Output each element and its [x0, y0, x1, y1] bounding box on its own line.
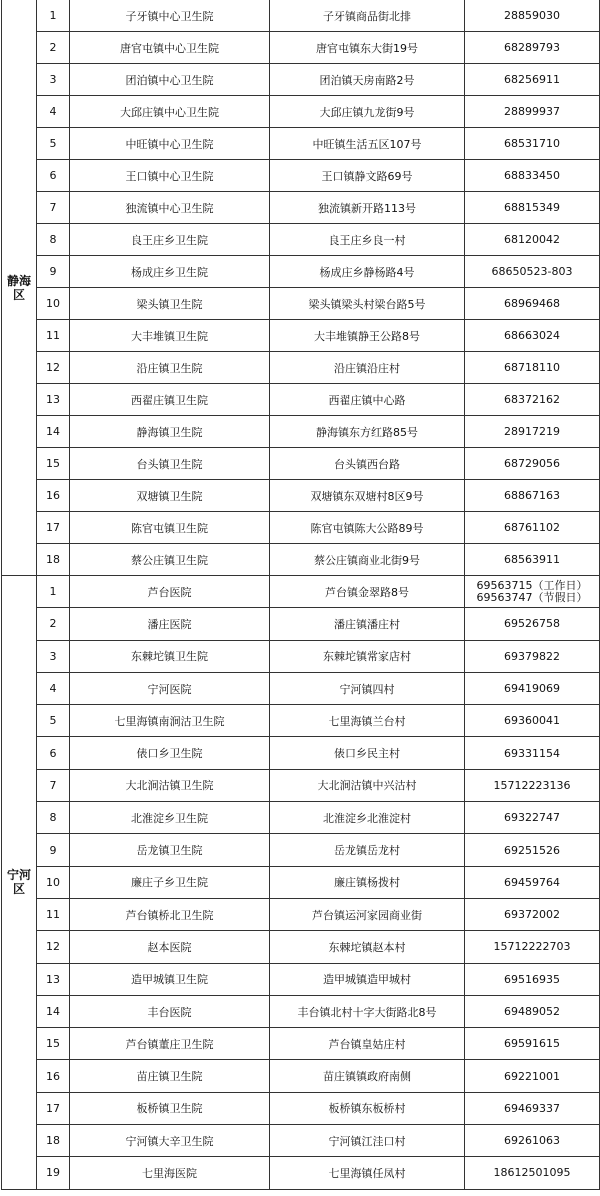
phone-cell: 68718110 [465, 352, 600, 384]
table-row [2, 544, 600, 576]
phone-cell: 69372002 [465, 898, 600, 930]
name-cell: 丰台医院 [70, 995, 270, 1027]
name-cell: 七里海医院 [70, 1157, 270, 1189]
table-row [2, 834, 600, 866]
name-cell: 芦台医院 [70, 576, 270, 608]
table-row [2, 963, 600, 995]
phone-cell: 28859030 [465, 0, 600, 32]
phone-cell: 69469337 [465, 1092, 600, 1124]
phone-cell: 69322747 [465, 802, 600, 834]
no-cell: 11 [37, 320, 70, 352]
name-cell: 中旺镇中心卫生院 [70, 128, 270, 160]
name-cell: 大北涧沽镇卫生院 [70, 769, 270, 801]
phone-cell: 69261063 [465, 1125, 600, 1157]
phone-cell: 69360041 [465, 705, 600, 737]
name-cell: 大丰堆镇卫生院 [70, 320, 270, 352]
no-cell: 5 [37, 128, 70, 160]
name-cell: 沿庄镇卫生院 [70, 352, 270, 384]
address-cell: 丰台镇北村十字大街路北8号 [270, 995, 465, 1027]
name-cell: 独流镇中心卫生院 [70, 192, 270, 224]
address-cell: 杨成庄乡静杨路4号 [270, 256, 465, 288]
clinic-table-body [2, 0, 600, 1189]
name-cell: 岳龙镇卫生院 [70, 834, 270, 866]
phone-cell: 69591615 [465, 1028, 600, 1060]
address-cell: 宁河镇江洼口村 [270, 1125, 465, 1157]
phone-cell: 68663024 [465, 320, 600, 352]
phone-cell: 15712223136 [465, 769, 600, 801]
name-cell: 宁河镇大辛卫生院 [70, 1125, 270, 1157]
address-cell: 俵口乡民主村 [270, 737, 465, 769]
no-cell: 14 [37, 995, 70, 1027]
table-row [2, 96, 600, 128]
phone-cell: 68867163 [465, 480, 600, 512]
phone-cell: 68563911 [465, 544, 600, 576]
address-cell: 东棘坨镇赵本村 [270, 931, 465, 963]
no-cell: 3 [37, 640, 70, 672]
table-row [2, 352, 600, 384]
phone-cell: 68833450 [465, 160, 600, 192]
no-cell: 4 [37, 672, 70, 704]
name-cell: 潘庄医院 [70, 608, 270, 640]
address-cell: 静海镇东方红路85号 [270, 416, 465, 448]
no-cell: 5 [37, 705, 70, 737]
address-cell: 良王庄乡良一村 [270, 224, 465, 256]
table-row [2, 480, 600, 512]
name-cell: 芦台镇董庄卫生院 [70, 1028, 270, 1060]
address-cell: 西翟庄镇中心路 [270, 384, 465, 416]
name-cell: 王口镇中心卫生院 [70, 160, 270, 192]
address-cell: 七里海镇兰台村 [270, 705, 465, 737]
table-row [2, 256, 600, 288]
table-row [2, 1125, 600, 1157]
name-cell: 造甲城镇卫生院 [70, 963, 270, 995]
address-cell: 芦台镇皇姑庄村 [270, 1028, 465, 1060]
no-cell: 12 [37, 352, 70, 384]
phone-cell: 68761102 [465, 512, 600, 544]
table-row [2, 320, 600, 352]
table-row [2, 898, 600, 930]
name-cell: 陈官屯镇卫生院 [70, 512, 270, 544]
name-cell: 子牙镇中心卫生院 [70, 0, 270, 32]
table-row [2, 769, 600, 801]
clinic-table [1, 0, 600, 1190]
address-cell: 王口镇静文路69号 [270, 160, 465, 192]
phone-cell: 68969468 [465, 288, 600, 320]
no-cell: 11 [37, 898, 70, 930]
no-cell: 6 [37, 160, 70, 192]
table-row [2, 672, 600, 704]
name-cell: 苗庄镇卫生院 [70, 1060, 270, 1092]
address-cell: 苗庄镇镇政府南侧 [270, 1060, 465, 1092]
table-row [2, 640, 600, 672]
no-cell: 1 [37, 576, 70, 608]
table-row [2, 608, 600, 640]
no-cell: 16 [37, 480, 70, 512]
phone-cell: 69489052 [465, 995, 600, 1027]
address-cell: 沿庄镇沿庄村 [270, 352, 465, 384]
address-cell: 陈官屯镇陈大公路89号 [270, 512, 465, 544]
address-cell: 双塘镇东双塘村8区9号 [270, 480, 465, 512]
address-cell: 大丰堆镇静王公路8号 [270, 320, 465, 352]
name-cell: 蔡公庄镇卫生院 [70, 544, 270, 576]
table-row [2, 416, 600, 448]
address-cell: 中旺镇生活五区107号 [270, 128, 465, 160]
no-cell: 13 [37, 384, 70, 416]
table-row [2, 1157, 600, 1189]
phone-cell: 69516935 [465, 963, 600, 995]
no-cell: 19 [37, 1157, 70, 1189]
no-cell: 8 [37, 224, 70, 256]
name-cell: 西翟庄镇卫生院 [70, 384, 270, 416]
address-cell: 宁河镇四村 [270, 672, 465, 704]
phone-line: 69563747（节假日） [476, 590, 588, 604]
phone-cell: 68372162 [465, 384, 600, 416]
name-cell: 廉庄子乡卫生院 [70, 866, 270, 898]
address-cell: 岳龙镇岳龙村 [270, 834, 465, 866]
no-cell: 13 [37, 963, 70, 995]
phone-cell: 69251526 [465, 834, 600, 866]
address-cell: 北淮淀乡北淮淀村 [270, 802, 465, 834]
no-cell: 10 [37, 288, 70, 320]
address-cell: 芦台镇金翠路8号 [270, 576, 465, 608]
name-cell: 团泊镇中心卫生院 [70, 64, 270, 96]
name-cell: 台头镇卫生院 [70, 448, 270, 480]
phone-cell: 69459764 [465, 866, 600, 898]
no-cell: 17 [37, 1092, 70, 1124]
phone-cell: 28917219 [465, 416, 600, 448]
table-row [2, 737, 600, 769]
phone-cell: 69221001 [465, 1060, 600, 1092]
no-cell: 2 [37, 608, 70, 640]
name-cell: 双塘镇卫生院 [70, 480, 270, 512]
name-cell: 板桥镇卫生院 [70, 1092, 270, 1124]
address-cell: 子牙镇商品街北排 [270, 0, 465, 32]
table-row [2, 0, 600, 32]
no-cell: 3 [37, 64, 70, 96]
no-cell: 12 [37, 931, 70, 963]
phone-line: 69563715（工作日） [476, 578, 588, 592]
no-cell: 18 [37, 544, 70, 576]
name-cell: 东棘坨镇卫生院 [70, 640, 270, 672]
no-cell: 4 [37, 96, 70, 128]
address-cell: 廉庄镇杨拨村 [270, 866, 465, 898]
name-cell: 杨成庄乡卫生院 [70, 256, 270, 288]
table-row [2, 128, 600, 160]
table-row [2, 1028, 600, 1060]
no-cell: 16 [37, 1060, 70, 1092]
phone-cell: 18612501095 [465, 1157, 600, 1189]
phone-cell: 68256911 [465, 64, 600, 96]
phone-cell: 68531710 [465, 128, 600, 160]
name-cell: 大邱庄镇中心卫生院 [70, 96, 270, 128]
phone-cell: 68120042 [465, 224, 600, 256]
no-cell: 14 [37, 416, 70, 448]
table-row [2, 512, 600, 544]
phone-cell: 69526758 [465, 608, 600, 640]
no-cell: 2 [37, 32, 70, 64]
no-cell: 7 [37, 769, 70, 801]
address-cell: 蔡公庄镇商业北街9号 [270, 544, 465, 576]
no-cell: 6 [37, 737, 70, 769]
no-cell: 17 [37, 512, 70, 544]
name-cell: 唐官屯镇中心卫生院 [70, 32, 270, 64]
table-row [2, 1060, 600, 1092]
address-cell: 团泊镇天房南路2号 [270, 64, 465, 96]
district-cell: 宁河区 [2, 576, 37, 1190]
address-cell: 板桥镇东板桥村 [270, 1092, 465, 1124]
phone-cell: 69419069 [465, 672, 600, 704]
table-row [2, 931, 600, 963]
address-cell: 台头镇西台路 [270, 448, 465, 480]
no-cell: 15 [37, 1028, 70, 1060]
table-row [2, 224, 600, 256]
address-cell: 大北涧沽镇中兴沽村 [270, 769, 465, 801]
table-row [2, 802, 600, 834]
no-cell: 18 [37, 1125, 70, 1157]
no-cell: 15 [37, 448, 70, 480]
table-row [2, 1092, 600, 1124]
no-cell: 9 [37, 256, 70, 288]
table-row [2, 288, 600, 320]
address-cell: 大邱庄镇九龙街9号 [270, 96, 465, 128]
address-cell: 梁头镇梁头村梁台路5号 [270, 288, 465, 320]
table-row [2, 995, 600, 1027]
phone-cell: 68289793 [465, 32, 600, 64]
phone-cell: 68815349 [465, 192, 600, 224]
name-cell: 七里海镇南涧沽卫生院 [70, 705, 270, 737]
name-cell: 北淮淀乡卫生院 [70, 802, 270, 834]
phone-cell: 69331154 [465, 737, 600, 769]
district-cell: 静海区 [2, 0, 37, 576]
name-cell: 宁河医院 [70, 672, 270, 704]
phone-cell: 15712222703 [465, 931, 600, 963]
name-cell: 芦台镇桥北卫生院 [70, 898, 270, 930]
table-row [2, 576, 600, 608]
phone-cell [465, 576, 600, 608]
address-cell: 唐官屯镇东大街19号 [270, 32, 465, 64]
table-row [2, 384, 600, 416]
address-cell: 东棘坨镇常家店村 [270, 640, 465, 672]
name-cell: 良王庄乡卫生院 [70, 224, 270, 256]
address-cell: 七里海镇任凤村 [270, 1157, 465, 1189]
table-row [2, 32, 600, 64]
table-row [2, 64, 600, 96]
table-row [2, 448, 600, 480]
phone-cell: 28899937 [465, 96, 600, 128]
name-cell: 静海镇卫生院 [70, 416, 270, 448]
address-cell: 潘庄镇潘庄村 [270, 608, 465, 640]
phone-cell: 68650523-803 [465, 256, 600, 288]
no-cell: 7 [37, 192, 70, 224]
name-cell: 赵本医院 [70, 931, 270, 963]
phone-cell: 69379822 [465, 640, 600, 672]
address-cell: 独流镇新开路113号 [270, 192, 465, 224]
no-cell: 1 [37, 0, 70, 32]
address-cell: 芦台镇运河家园商业街 [270, 898, 465, 930]
table-row [2, 705, 600, 737]
table-row [2, 160, 600, 192]
name-cell: 俵口乡卫生院 [70, 737, 270, 769]
phone-cell: 68729056 [465, 448, 600, 480]
table-row [2, 866, 600, 898]
address-cell: 造甲城镇造甲城村 [270, 963, 465, 995]
no-cell: 9 [37, 834, 70, 866]
name-cell: 梁头镇卫生院 [70, 288, 270, 320]
table-row [2, 192, 600, 224]
no-cell: 8 [37, 802, 70, 834]
no-cell: 10 [37, 866, 70, 898]
